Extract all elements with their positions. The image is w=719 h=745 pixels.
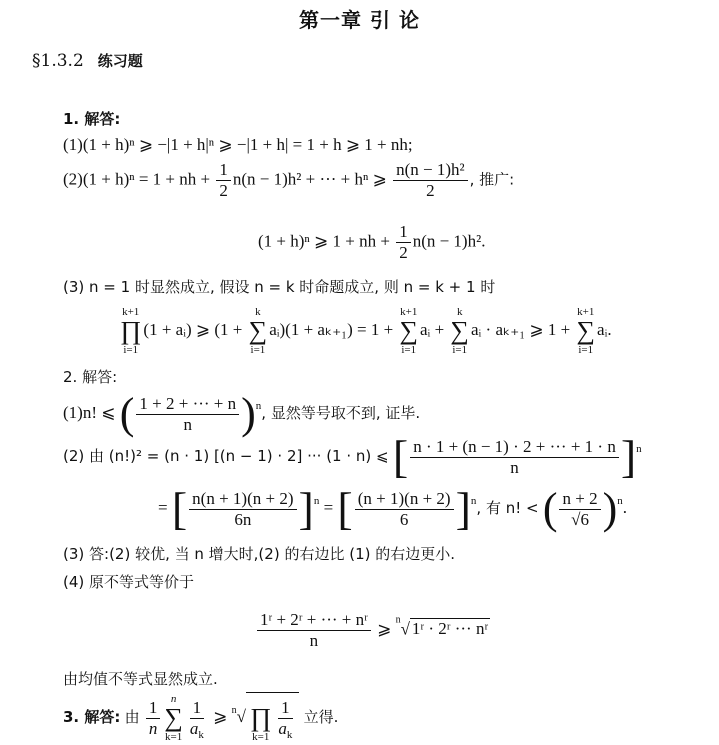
q1-part2-pre: (2)(1 + h)ⁿ = 1 + nh + (63, 169, 211, 189)
frac-half-2: $\frac{1}{2}$ (396, 222, 411, 263)
section-number: §1.3.2 (32, 51, 84, 71)
frac-nn1h2: $\frac{\text{n(n − 1)h²}}{2}$ (393, 160, 468, 201)
sum-k-2: k ∑ i=1 (450, 306, 469, 356)
nth-root-prod: ∏ k=1 $\frac{1}{a_k}$ (246, 692, 299, 743)
q1-part2-mid: n(n − 1)h² + ··· + hⁿ ⩾ (232, 169, 387, 189)
q1-part1: (1)(1 + h)ⁿ ⩾ −|1 + h|ⁿ ⩾ −|1 + h| = 1 + h ⩾ 1 + nh; (63, 135, 413, 154)
chapter-title: 第一章 引 论 (299, 8, 420, 32)
frac-weighted: $\frac{n \cdot 1 + (n - 1) \cdot 2 + \cdot\cdot\cdot + 1 \cdot n}{n}$ (410, 437, 619, 478)
q2-part2: (2) 由 (n!)² = (n · 1) [(n − 1) · 2] ··· (1 · n) ⩽ [ $\frac{n \cdot 1 + (n - 1) \cdot 2 + \cdot\cdot\cdot + 1 \cdot n}{n}$ ]$^n$ (63, 431, 642, 482)
frac-1-ak: $\frac{1}{a_k}$ (189, 697, 204, 741)
q1-label: 1. 解答: (63, 110, 121, 128)
q1-display-post: n(n − 1)h². (412, 231, 486, 251)
sum-n: n ∑ k=1 (164, 693, 183, 743)
frac-sqrt6: $\frac{n + 2}{√6}$ (559, 489, 600, 530)
q2-part1: (1)n! ⩽ ( $\frac{1 + 2 + \cdot\cdot\cdot + n}{n}$ )$^n$, 显然等号取不到, 证毕. (63, 389, 421, 438)
nth-root: 1ʳ · 2ʳ ··· nʳ (411, 619, 489, 639)
q1-display-pre: (1 + h)ⁿ ⩾ 1 + nh + (258, 231, 390, 251)
frac-power-mean: $\frac{\text{1ʳ + 2ʳ + ··· + nʳ}}{n}$ (257, 610, 371, 651)
q2-part4: (4) 原不等式等价于 (63, 573, 195, 591)
q1-display (258, 222, 485, 263)
frac-6: $\frac{(n + 1)(n + 2)}{6}$ (355, 489, 454, 530)
q2-part2b: = [ $\frac{n(n + 1)(n + 2)}{6n}$ ]$^n$ = [ $\frac{(n + 1)(n + 2)}{6}$ ]$^n$, 有 n! < ( $\frac{n + 2}{√6}$ )$^n$. (158, 483, 627, 534)
section-heading (32, 50, 143, 71)
frac-6n: $\frac{n(n + 1)(n + 2)}{6n}$ (189, 489, 296, 530)
q1-part3-formula: k+1 ∏ i=1 (1 + aᵢ) ⩾ (1 + k ∑ i=1 aᵢ)(1 + aₖ₊₁) = 1 + k+1 ∑ i=1 aᵢ + k ∑ i=1 aᵢ · aₖ₊₁ ⩾ 1 + k+1 ∑ i=1 aᵢ. (120, 306, 612, 356)
product-k1: k+1 ∏ i=1 (120, 306, 142, 356)
sum-k1: k+1 ∑ i=1 (399, 306, 418, 356)
q3: 3. 解答: 由 $\frac{1}{n}$ n ∑ k=1 $\frac{1}{a_k}$ ⩾ $^n$√ ∏ k=1 $\frac{1}{a_k}$ 立得. (63, 693, 339, 743)
q1-part2 (63, 160, 514, 201)
q1-part2-post: , 推广: (469, 170, 515, 189)
q2-part4-after: 由均值不等式显然成立. (63, 670, 218, 688)
q2-part3: (3) 答:(2) 较优, 当 n 增大时,(2) 的右边比 (1) 的右边更小. (63, 545, 456, 563)
frac-1-n: $\frac{1}{n}$ (146, 698, 161, 739)
sum-k: k ∑ i=1 (248, 306, 268, 356)
frac-sum-n: $\frac{1 + 2 + \cdot\cdot\cdot + n}{n}$ (136, 394, 239, 435)
q2-part4-formula: $\frac{\text{1ʳ + 2ʳ + ··· + nʳ}}{n}$ ⩾ $^n$√ 1ʳ · 2ʳ ··· nʳ (255, 610, 490, 651)
q1-part3: (3) n = 1 时显然成立, 假设 n = k 时命题成立, 则 n = k + 1 时 (63, 278, 496, 296)
frac-half: $\frac{1}{2}$ (216, 160, 231, 201)
sum-k1-2: k+1 ∑ i=1 (576, 306, 596, 356)
q2-label: 2. 解答: (63, 368, 118, 386)
section-title: 练习题 (97, 52, 143, 70)
